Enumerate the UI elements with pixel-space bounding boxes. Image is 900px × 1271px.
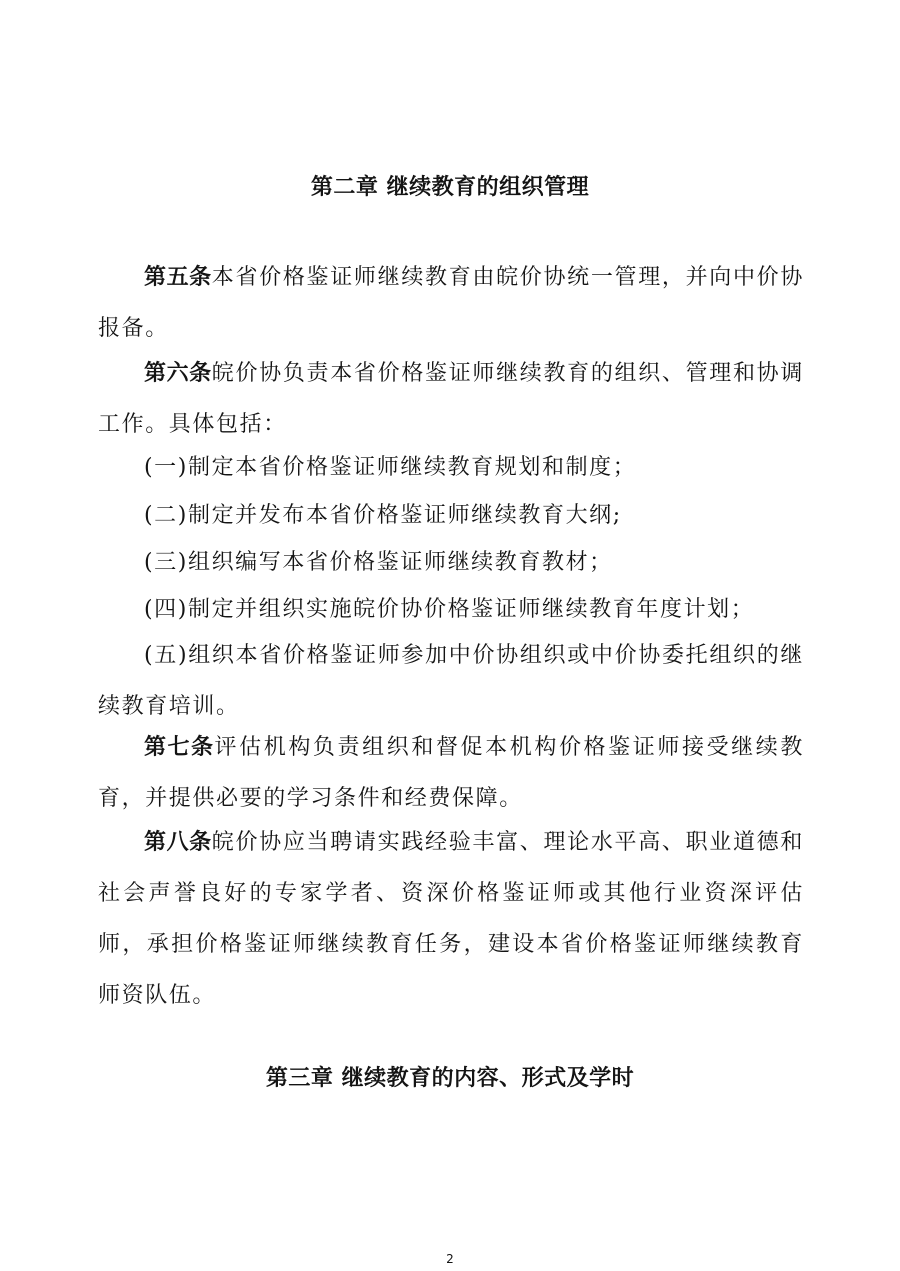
list-item: (二)制定并发布本省价格鉴证师继续教育大纲; bbox=[144, 503, 622, 528]
article-label: 第六条 bbox=[144, 361, 212, 386]
article-text: 皖价协负责本省价格鉴证师继续教育的组织、管理和协调工作。具体包括： bbox=[98, 361, 804, 437]
list-item: (四)制定并组织实施皖价协价格鉴证师继续教育年度计划； bbox=[144, 597, 755, 622]
article-label: 第五条 bbox=[144, 265, 212, 290]
article-label: 第七条 bbox=[144, 735, 215, 760]
list-item: (五)组织本省价格鉴证师参加中价协组织或中价协委托组织的继续教育培训。 bbox=[98, 643, 804, 719]
list-item: (三)组织编写本省价格鉴证师继续教育教材； bbox=[144, 550, 613, 575]
chapter-title: 第三章 继续教育的内容、形式及学时 bbox=[265, 1066, 635, 1091]
article-8 bbox=[98, 817, 804, 1021]
list-item: (一)制定本省价格鉴证师继续教育规划和制度； bbox=[144, 455, 637, 480]
article-5 bbox=[98, 252, 804, 354]
chapter-title: 第二章 继续教育的组织管理 bbox=[310, 175, 590, 200]
article-text: 评估机构负责组织和督促本机构价格鉴证师接受继续教育，并提供必要的学习条件和经费保障。 bbox=[98, 735, 804, 811]
article-text: 皖价协应当聘请实践经验丰富、理论水平高、职业道德和社会声誉良好的专家学者、资深价格鉴证师或其他行业资深评估师，承担价格鉴证师继续教育任务，建设本省价格鉴证师继续教育师资队伍。 bbox=[98, 830, 804, 1008]
article-text: 本省价格鉴证师继续教育由皖价协统一管理，并向中价协报备。 bbox=[98, 265, 804, 341]
article-6 bbox=[98, 348, 804, 450]
article-label: 第八条 bbox=[144, 830, 212, 855]
article-7 bbox=[98, 722, 804, 824]
page-number: 2 bbox=[446, 1252, 454, 1266]
